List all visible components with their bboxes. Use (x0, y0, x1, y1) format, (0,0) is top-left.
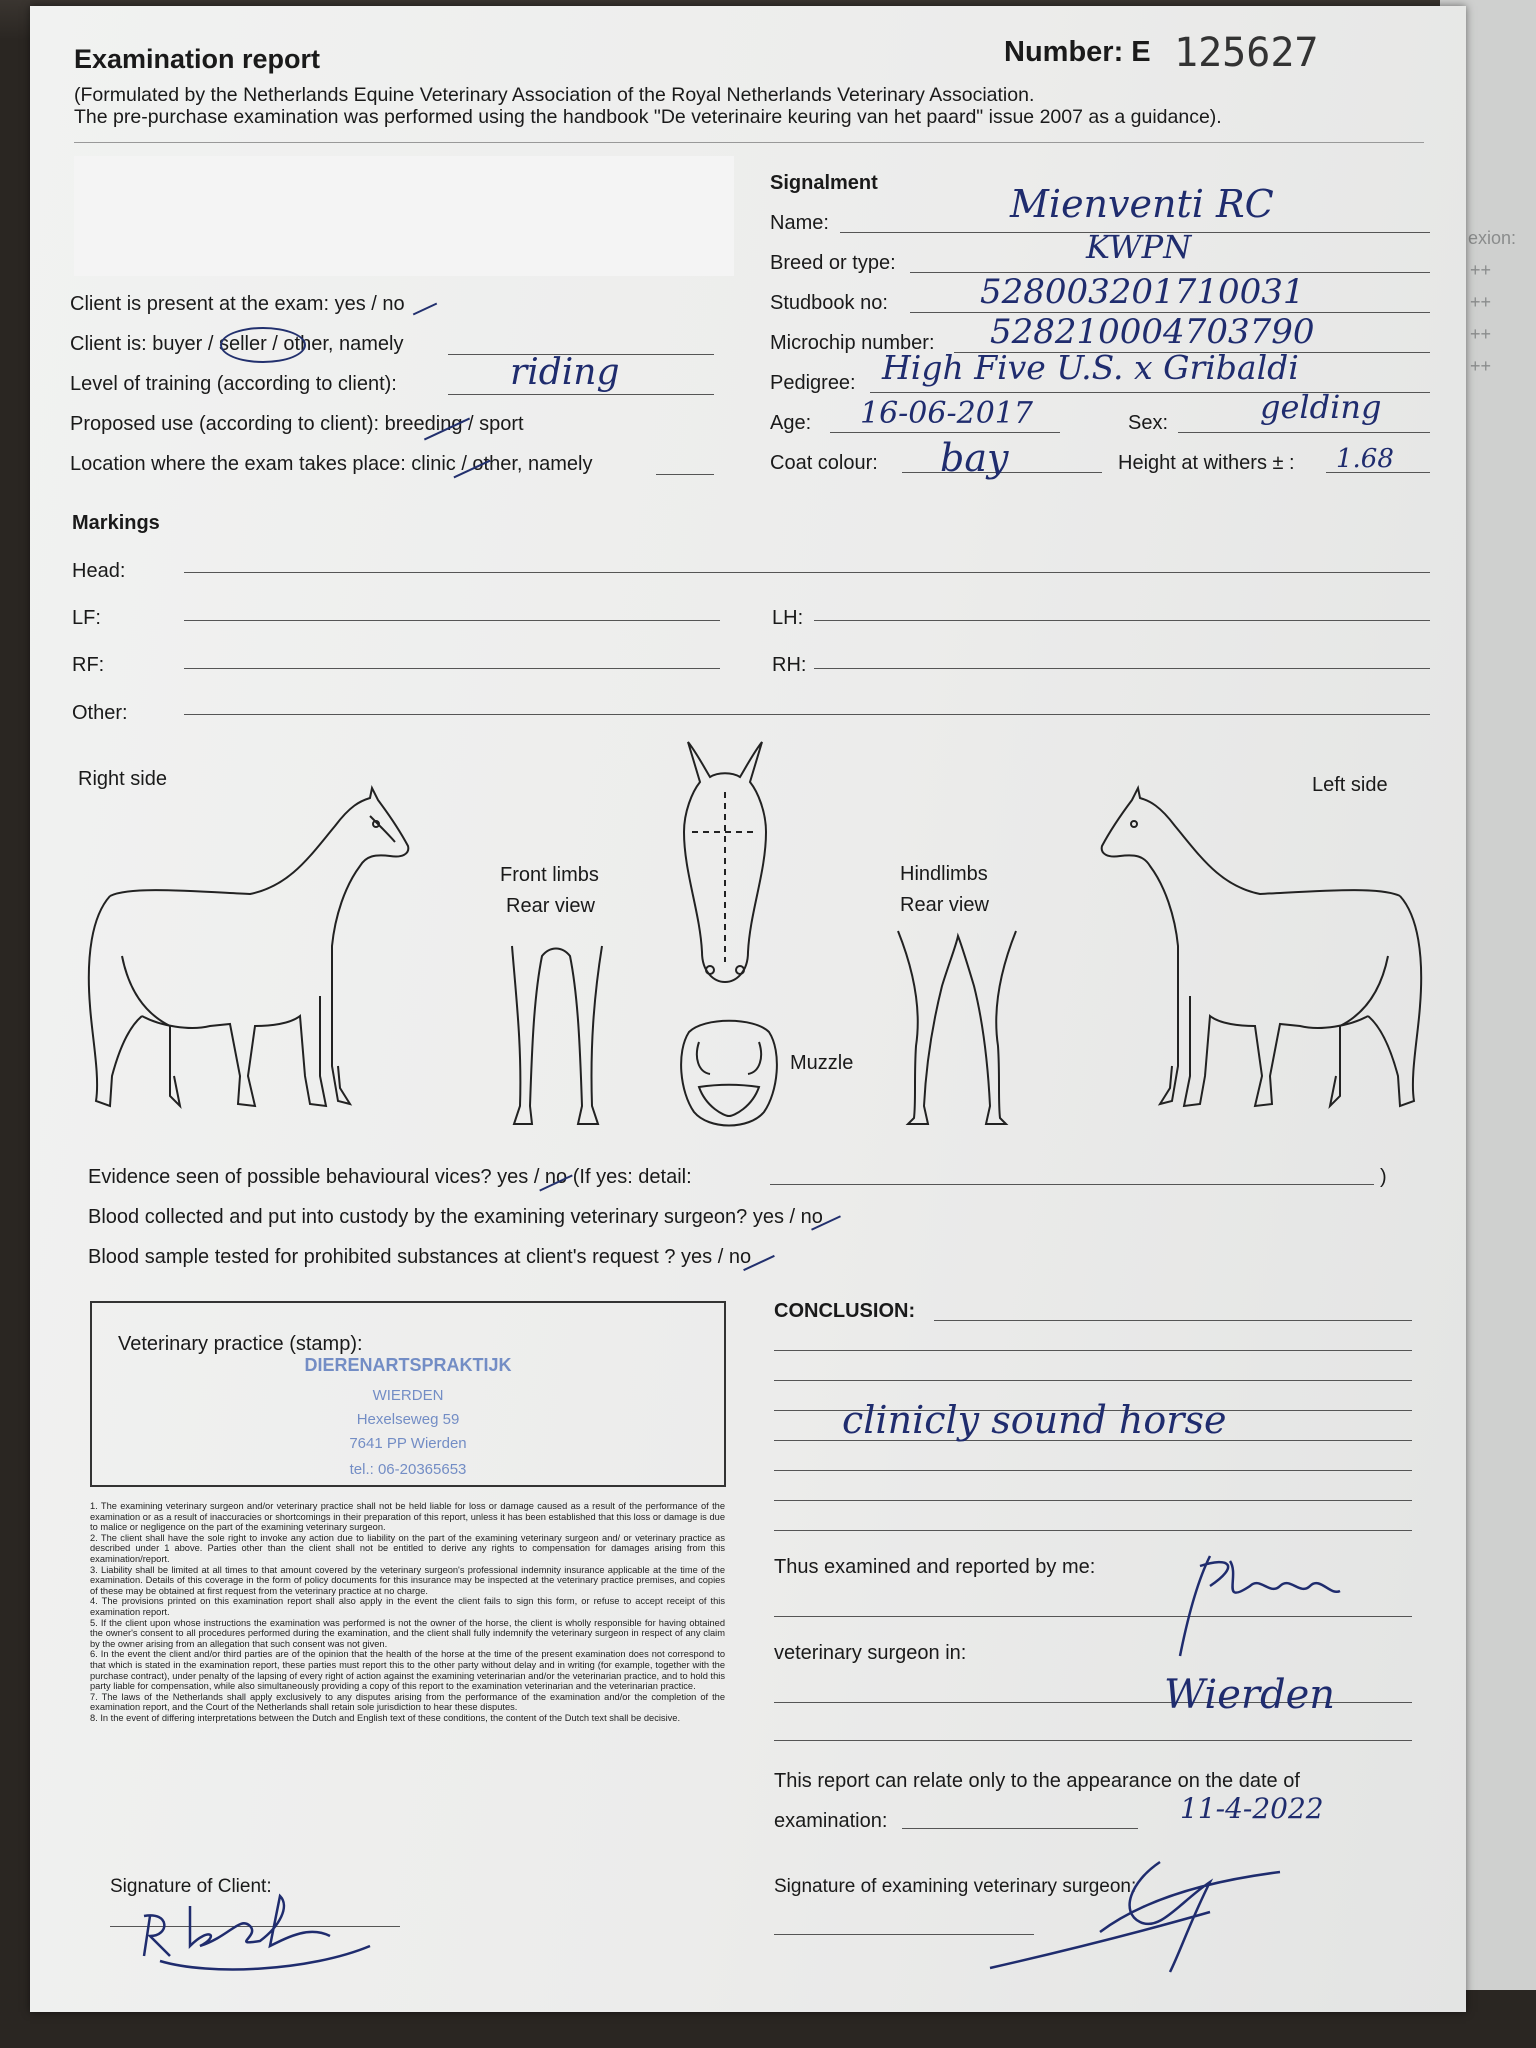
report-number: 125627 (1174, 30, 1319, 76)
terms-conditions (90, 1501, 725, 1723)
client-is: Client is: buyer / seller / other, namely (70, 333, 404, 355)
training-line (448, 394, 714, 395)
term-item: 6. In the event the client and/or third parties are of the opinion that the health of the horse at the time of the present examination does not correspond to that which is stated in the examination report, these parties must report this to the other party without delay and in writing (for example, together with the purchase contract), under penalty of the lapsing of every right of action against the examining veterinarian and/or the veterinarian practice, and to hold this party liable for compensation, while also simultaneously providing a copy of this report to the examination veterinarian and the veterinarian practice. (90, 1649, 725, 1692)
conclusion-line (774, 1350, 1412, 1351)
hindlimbs-label: Hindlimbs (900, 863, 988, 885)
client-signature-label: Signature of Client: (110, 1876, 272, 1897)
front-limbs-drawing (502, 936, 622, 1136)
client-signature (130, 1866, 390, 1976)
training-value: riding (510, 352, 620, 393)
examined-by-label: Thus examined and reported by me: (774, 1556, 1096, 1578)
horse-left-side-drawing (1020, 776, 1440, 1136)
training-label: Level of training (according to client): (70, 373, 397, 395)
circle-mark (220, 327, 306, 363)
examination-report-page (30, 6, 1466, 2012)
vet-signature (980, 1842, 1300, 1982)
term-item: 4. The provisions printed on this examination report shall also apply in the event the client fails to sign this form, or refuse to accept receipt of this examination report. (90, 1596, 725, 1617)
conclusion-line (774, 1500, 1412, 1501)
term-item: 1. The examining veterinary surgeon and/or veterinary practice shall not be held liable for loss or damage caused as a result of the performance of the examination or as a result of inaccuracies or shortcomings in their preparation of this report, unless it has been established that this loss or damage is due to malice or negligence on the part of the examining veterinary surgeon. (90, 1501, 725, 1533)
marking-lh-label: LH: (772, 607, 804, 629)
term-item: 3. Liability shall be limited at all times to that amount covered by the veterinary surgeon's professional indemnity insurance applicable at the time of the examination. Details of this coverage in the form of policy documents for this insurance may be inspected at the veterinary practice premises, and copies of these may be obtained at first request from the veterinary practice at no charge. (90, 1564, 725, 1596)
vices-close: ) (1380, 1166, 1387, 1188)
microchip-value: 528210004703790 (990, 312, 1315, 352)
studbook-value: 528003201710031 (980, 272, 1305, 312)
underlying-sheet-mark: ++ (1470, 356, 1492, 376)
relate-text: This report can relate only to the appearance on the date of (774, 1770, 1300, 1792)
muzzle-drawing (674, 1012, 784, 1132)
conclusion-value: clinicly sound horse (842, 1398, 1227, 1442)
stamp-postcode: 7641 PP Wierden (349, 1435, 467, 1452)
horse-head-drawing (670, 732, 780, 992)
stamp-phone: tel.: 06-20365653 (349, 1461, 467, 1478)
vices-detail-line (770, 1184, 1374, 1185)
redacted-area (74, 156, 734, 276)
surgeon-in-label: veterinary surgeon in: (774, 1642, 967, 1664)
client-present: Client is present at the exam: yes / no (70, 293, 405, 315)
header-divider (74, 142, 1424, 143)
name-value: Mienventi RC (1010, 182, 1274, 226)
right-side-label: Right side (78, 768, 167, 790)
marking-lh-line (814, 620, 1430, 621)
marking-rf-label: RF: (72, 654, 105, 676)
report-number-label: Number: E (1004, 36, 1151, 68)
front-limbs-view-label: Rear view (506, 895, 595, 917)
coat-label: Coat colour: (770, 452, 878, 474)
underlying-sheet-mark: ++ (1470, 292, 1492, 312)
marking-other-label: Other: (72, 702, 128, 724)
age-value: 16-06-2017 (860, 396, 1033, 431)
conclusion-label: CONCLUSION: (774, 1300, 916, 1322)
horse-right-side-drawing (70, 776, 490, 1136)
sex-value: gelding (1260, 388, 1382, 426)
location: Location where the exam takes place: clinic / other, namely (70, 453, 593, 475)
height-label: Height at withers ± : (1118, 452, 1295, 474)
underlying-sheet-text: exion: (1468, 228, 1517, 248)
stamp-practice-name: DIERENARTSPRAKTIJK (304, 1355, 512, 1375)
marking-head-label: Head: (72, 560, 126, 582)
coat-value: bay (940, 436, 1009, 480)
term-item: 7. The laws of the Netherlands shall apply exclusively to any disputes arising from the performance of the examination and/or the completion of the examination report, and the Court of the Netherlands shall retain sole jurisdiction to hear these disputes. (90, 1691, 725, 1713)
examination-date-line (902, 1828, 1138, 1829)
studbook-label: Studbook no: (770, 292, 888, 314)
markings-heading: Markings (72, 512, 160, 534)
vet-initials-signature (1170, 1546, 1350, 1666)
vet-signature-label: Signature of examining veterinary surgeon: (774, 1876, 1137, 1897)
surgeon-in-line (774, 1740, 1412, 1741)
hindlimbs-drawing (892, 926, 1022, 1136)
stamp-town: WIERDEN (372, 1387, 444, 1404)
marking-rf-line (184, 668, 720, 669)
breed-label: Breed or type: (770, 252, 896, 274)
term-item: 2. The client shall have the sole right to invoke any action due to liability on the part of the examining veterinary surgeon and/ or veterinary practice as described under 1 above. Parties other than the client shall not be entitled to derive any rights to compensation for damages arising from this examination/report. (90, 1532, 725, 1564)
page-title: Examination report (74, 44, 321, 74)
header-subtitle-2: The pre-purchase examination was performed using the handbook "De veterinaire keuring van het paard" issue 2007 as a guidance). (74, 106, 1222, 128)
marking-rh-line (814, 668, 1430, 669)
marking-other-line (184, 714, 1430, 715)
height-value: 1.68 (1336, 444, 1394, 474)
hindlimbs-view-label: Rear view (900, 894, 989, 916)
stamp-box (90, 1301, 726, 1487)
sex-line (1178, 432, 1430, 433)
underlying-sheet-mark: ++ (1470, 324, 1492, 344)
term-item: 8. In the event of differing interpretations between the Dutch and English text of these conditions, the content of the Dutch text shall be decisive. (90, 1712, 681, 1723)
header-subtitle-1: (Formulated by the Netherlands Equine Veterinary Association of the Royal Netherlands Veterinary Association. (74, 84, 1035, 106)
proposed-use: Proposed use (according to client): breeding / sport (70, 413, 524, 435)
conclusion-line (774, 1530, 1412, 1531)
left-side-label: Left side (1312, 774, 1388, 796)
breed-value: KWPN (1086, 228, 1192, 266)
marking-lf-label: LF: (72, 607, 101, 629)
stamp-street: Hexelseweg 59 (356, 1411, 460, 1428)
strike-mark (413, 303, 437, 316)
stamp-label: Veterinary practice (stamp): (118, 1333, 363, 1355)
conclusion-line (774, 1470, 1412, 1471)
pedigree-label: Pedigree: (770, 372, 856, 394)
town-value: Wierden (1164, 1672, 1336, 1718)
age-label: Age: (770, 412, 812, 434)
name-label: Name: (770, 212, 829, 234)
sex-label: Sex: (1128, 412, 1169, 434)
vices-question: Evidence seen of possible behavioural vices? yes / no (If yes: detail: (88, 1166, 692, 1188)
term-item: 5. If the client upon whose instructions the examination was performed is not the owner of the horse, the client is wholly responsible for having obtained the owner's consent to all procedures performed during the examination, and the client shall fully indemnify the veterinary surgeon in respect of any claim by the owner arising from an allegation that such consent was not given. (90, 1617, 725, 1649)
microchip-label: Microchip number: (770, 332, 935, 354)
underlying-sheet-mark: ++ (1470, 260, 1492, 280)
examination-date: 11-4-2022 (1180, 1792, 1324, 1825)
conclusion-line (774, 1380, 1412, 1381)
blood-tested-question: Blood sample tested for prohibited substances at client's request ? yes / no (88, 1246, 752, 1268)
marking-rh-label: RH: (772, 654, 807, 676)
examination-date-label: examination: (774, 1810, 888, 1832)
blood-custody-question: Blood collected and put into custody by the examining veterinary surgeon? yes / no (88, 1206, 823, 1228)
marking-head-line (184, 572, 1430, 573)
age-line (830, 432, 1060, 433)
muzzle-label: Muzzle (790, 1052, 854, 1074)
signalment-heading: Signalment (770, 172, 878, 194)
location-line (656, 474, 714, 475)
conclusion-line (934, 1320, 1412, 1321)
pedigree-value: High Five U.S. x Gribaldi (882, 348, 1299, 387)
front-limbs-label: Front limbs (500, 864, 599, 886)
marking-lf-line (184, 620, 720, 621)
